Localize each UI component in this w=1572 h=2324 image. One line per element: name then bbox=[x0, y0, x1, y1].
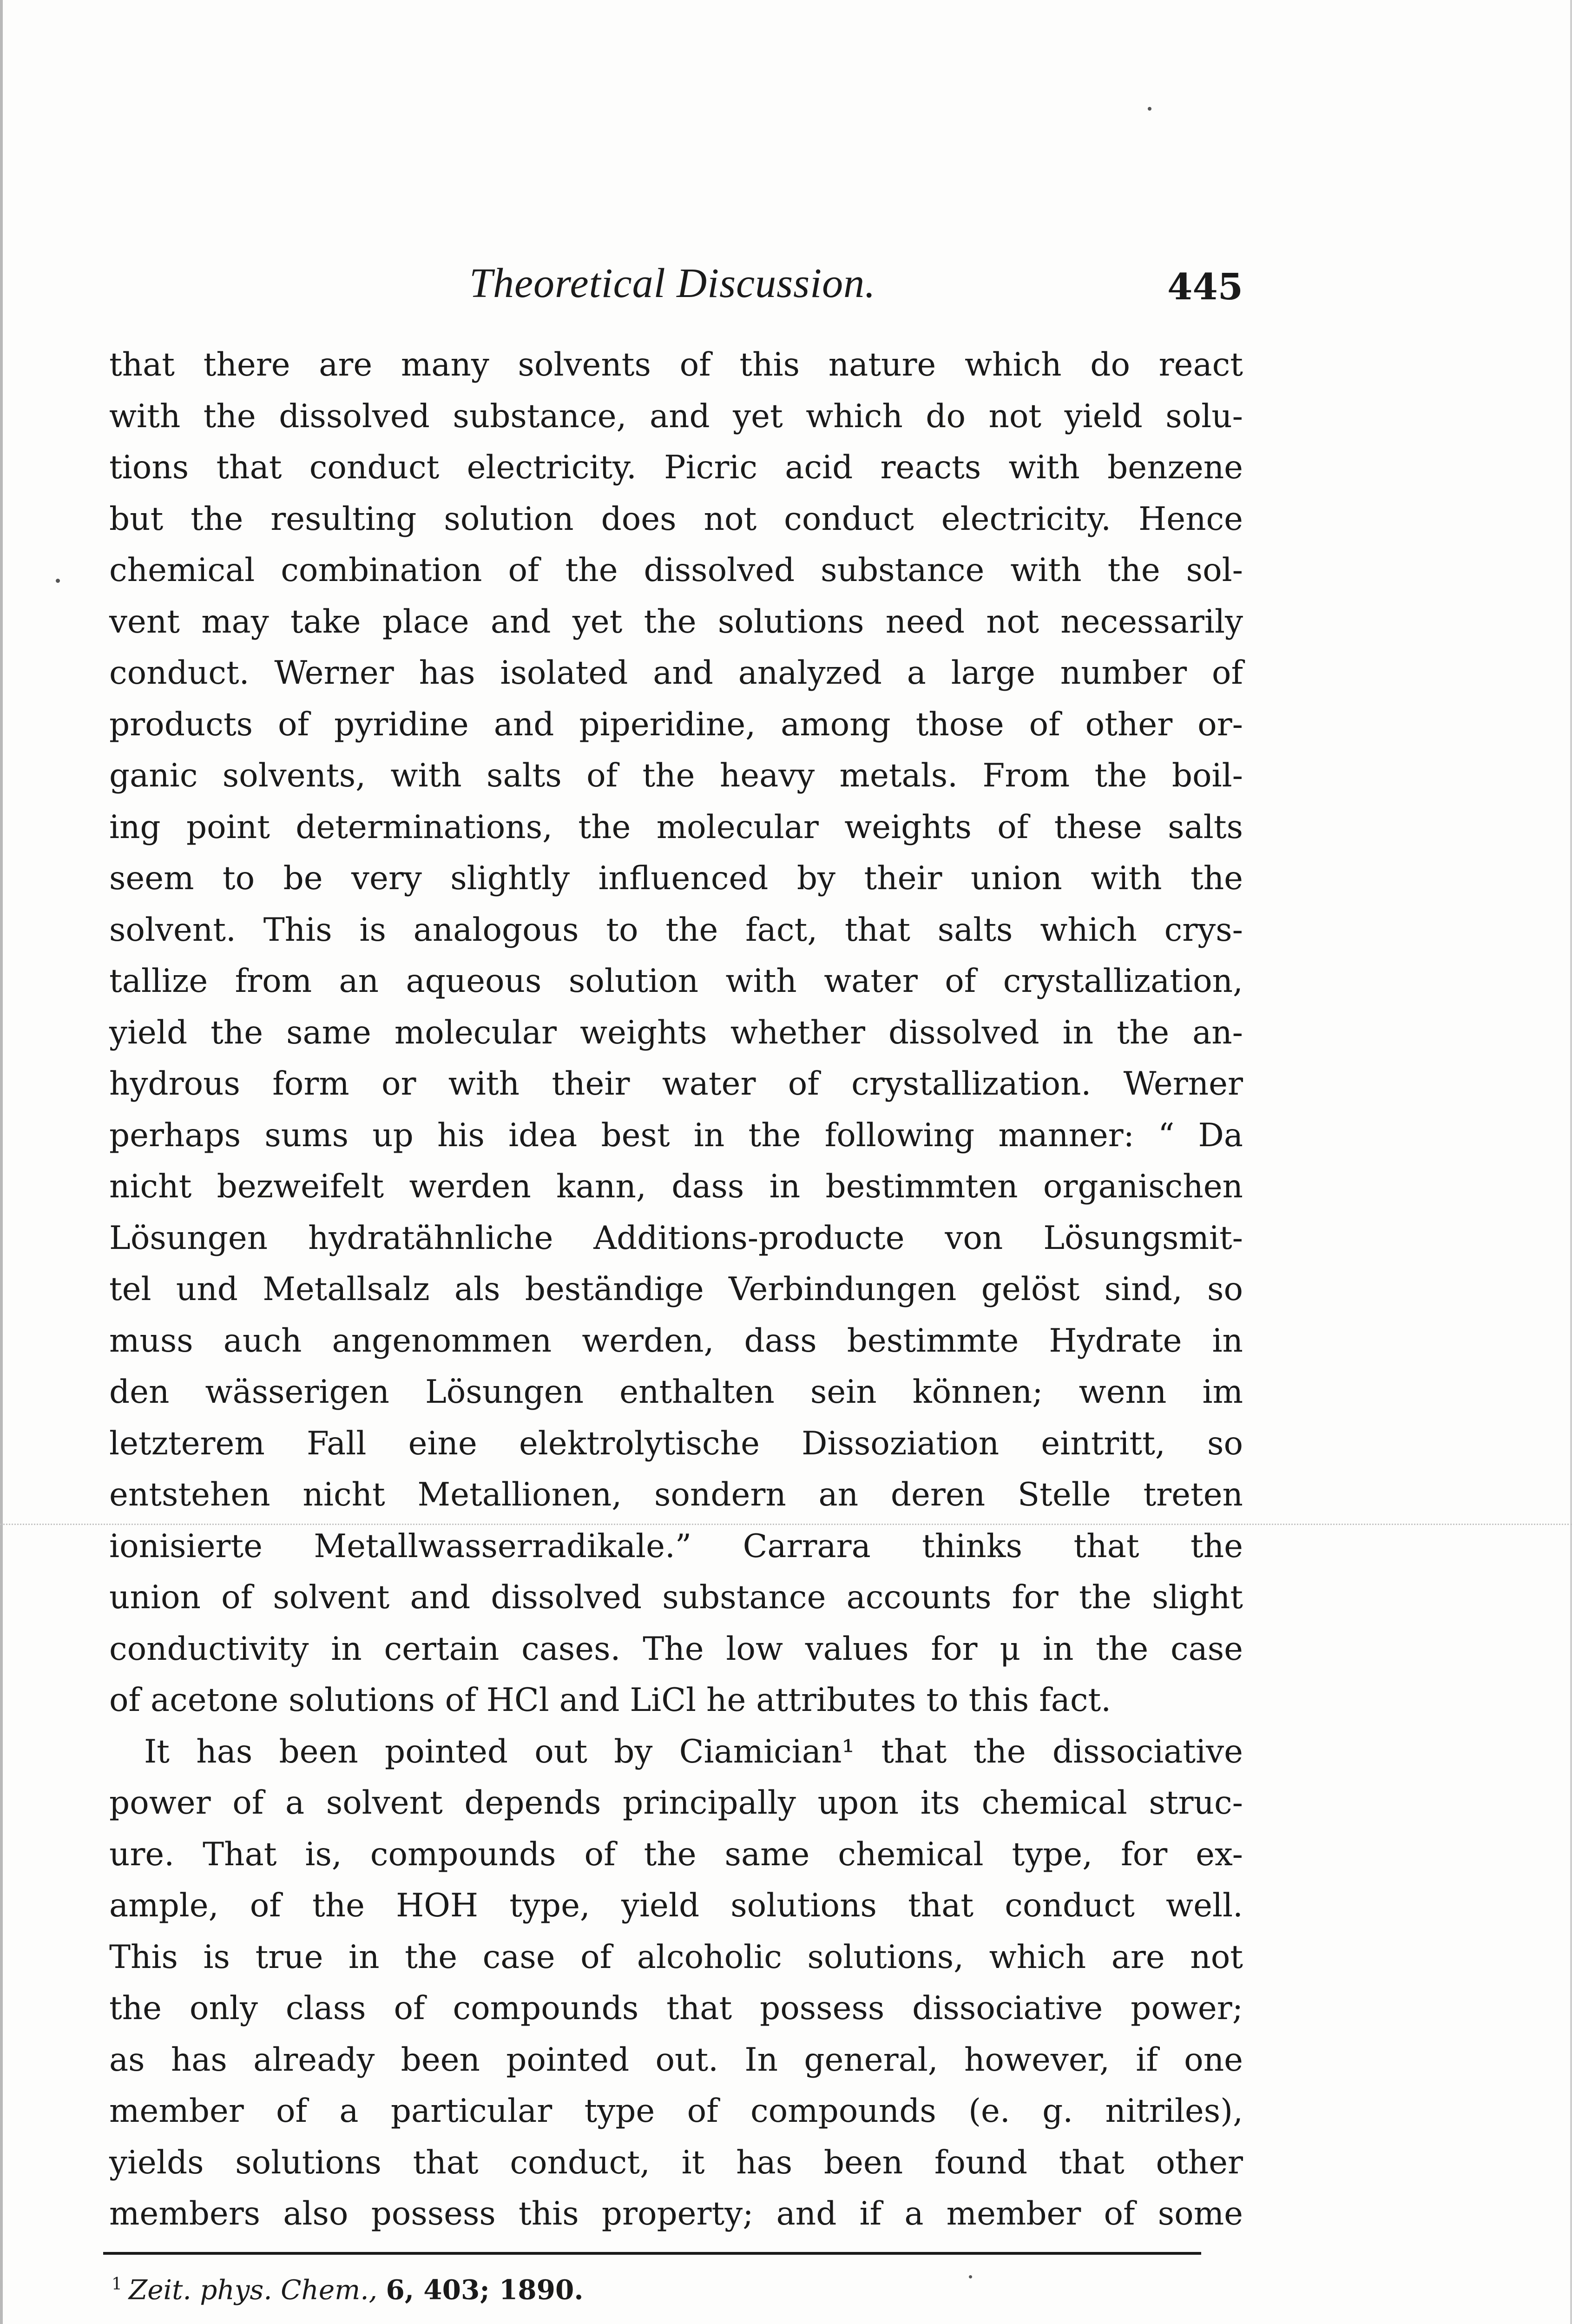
text-line: entstehen nicht Metallionen, sondern an deren Stelle treten bbox=[109, 1476, 1243, 1513]
text-line: tions that conduct electricity. Picric acid reacts with benzene bbox=[109, 449, 1243, 486]
text-line: hydrous form or with their water of crystallization. Werner bbox=[109, 1065, 1243, 1103]
text-line: solvent. This is analogous to the fact, that salts which crys- bbox=[109, 911, 1243, 949]
text-line: the only class of compounds that possess dissociative power; bbox=[109, 1990, 1243, 2027]
text-line: but the resulting solution does not conduct electricity. Hence bbox=[109, 500, 1243, 538]
text-line: ing point determinations, the molecular weights of these salts bbox=[109, 808, 1243, 846]
text-line: letzterem Fall eine elektrolytische Dissoziation eintritt, so bbox=[109, 1425, 1243, 1462]
text-line: tel und Metallsalz als beständige Verbindungen gelöst sind, so bbox=[109, 1271, 1243, 1308]
text-line: ure. That is, compounds of the same chemical type, for ex- bbox=[109, 1835, 1243, 1873]
text-line: den wässerigen Lösungen enthalten sein können; wenn im bbox=[109, 1373, 1243, 1411]
text-line: of acetone solutions of HCl and LiCl he attributes to this fact. bbox=[109, 1682, 1112, 1719]
page-fold-line bbox=[0, 1524, 1572, 1525]
page-header bbox=[107, 258, 1243, 309]
text-line: chemical combination of the dissolved substance with the sol- bbox=[109, 552, 1243, 589]
text-line: This is true in the case of alcoholic solutions, which are not bbox=[109, 1938, 1243, 1976]
text-line: members also possess this property; and if a member of some bbox=[109, 2195, 1243, 2232]
text-line: power of a solvent depends principally upon its chemical struc- bbox=[109, 1784, 1243, 1822]
text-line: perhaps sums up his idea best in the following manner: “ Da bbox=[109, 1116, 1243, 1154]
paper-speck bbox=[1148, 107, 1151, 111]
text-line: ganic solvents, with salts of the heavy metals. From the boil- bbox=[109, 757, 1243, 794]
text-line: vent may take place and yet the solutions need not necessarily bbox=[109, 603, 1243, 640]
paper-speck bbox=[56, 579, 60, 583]
page-left-edge bbox=[0, 0, 3, 2324]
text-line: with the dissolved substance, and yet which do not yield solu- bbox=[109, 397, 1243, 435]
text-line: as has already been pointed out. In general, however, if one bbox=[109, 2041, 1243, 2079]
text-line: nicht bezweifelt werden kann, dass in bestimmten organischen bbox=[109, 1168, 1243, 1205]
text-line: member of a particular type of compounds (e. g. nitriles), bbox=[109, 2093, 1243, 2130]
footnote-mark: 1 bbox=[112, 2275, 122, 2294]
footnote-rule bbox=[103, 2252, 1201, 2255]
text-line: ample, of the HOH type, yield solutions that conduct well. bbox=[109, 1887, 1243, 1924]
text-line: ionisierte Metallwasserradikale.” Carrara thinks that the bbox=[109, 1527, 1243, 1565]
text-line: It has been pointed out by Ciamician¹ that the dissociative bbox=[144, 1733, 1243, 1770]
text-line: muss auch angenommen werden, dass bestimmte Hydrate in bbox=[109, 1322, 1243, 1360]
text-line: Lösungen hydratähnliche Additions-producte von Lösungsmit- bbox=[109, 1219, 1243, 1257]
text-line: products of pyridine and piperidine, among those of other or- bbox=[109, 706, 1243, 743]
paper-speck bbox=[969, 2275, 972, 2278]
text-line: tallize from an aqueous solution with water of crystallization, bbox=[109, 963, 1243, 1000]
text-line: seem to be very slightly influenced by their union with the bbox=[109, 860, 1243, 897]
text-line: that there are many solvents of this nature which do react bbox=[109, 346, 1243, 383]
page-right-edge bbox=[1570, 0, 1572, 2324]
footnote-citation: 6, 403; 1890. bbox=[386, 2274, 584, 2306]
running-title: Theoretical Discussion. bbox=[469, 260, 876, 306]
text-line: conduct. Werner has isolated and analyzed a large number of bbox=[109, 654, 1243, 692]
body-text bbox=[109, 339, 1243, 2240]
page-number: 445 bbox=[1167, 266, 1243, 308]
footnote-journal: Zeit. phys. Chem., bbox=[128, 2274, 378, 2306]
text-line: yields solutions that conduct, it has been found that other bbox=[109, 2144, 1243, 2181]
text-line: conductivity in certain cases. The low values for μ in the case bbox=[109, 1630, 1243, 1668]
text-line: yield the same molecular weights whether dissolved in the an- bbox=[109, 1014, 1243, 1051]
footnote bbox=[112, 2261, 584, 2313]
text-line: union of solvent and dissolved substance accounts for the slight bbox=[109, 1579, 1243, 1616]
